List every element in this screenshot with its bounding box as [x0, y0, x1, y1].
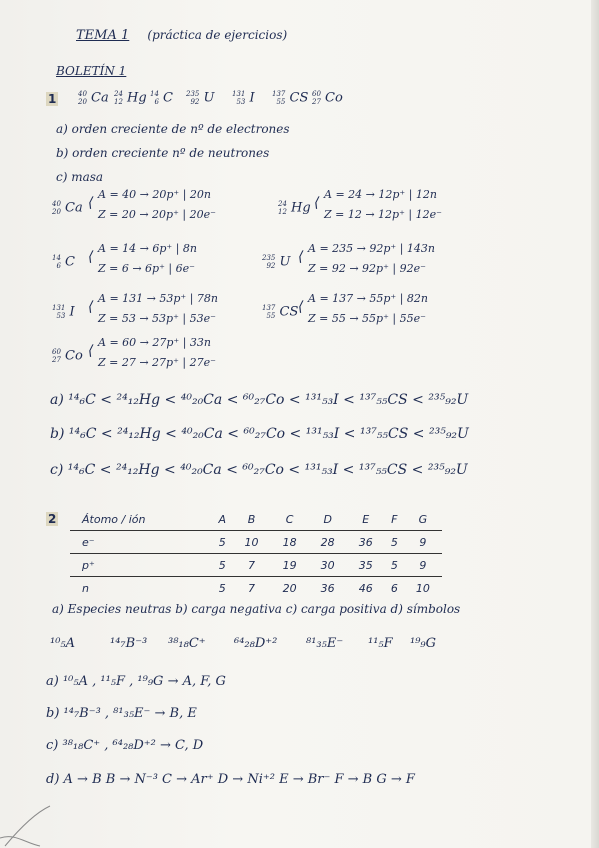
less-than-sign: <: [160, 426, 182, 442]
ordered-isotope: ⁶⁰₂₇Co: [243, 426, 286, 442]
atom-table: [70, 508, 442, 599]
mass-number: 24: [114, 90, 123, 98]
atomic-number: 20: [78, 98, 87, 106]
species-symbol: ¹¹₅F: [368, 636, 393, 651]
less-than-sign: <: [339, 426, 360, 442]
atomic-number: 20: [52, 208, 61, 216]
answer-ex2-line: b) ¹⁴₇B⁻³ , ⁸¹₃₅E⁻ → B, E: [46, 706, 197, 721]
answer-line: [50, 426, 469, 442]
table-cell: 5: [385, 554, 404, 577]
element-symbol: Ca: [86, 90, 109, 106]
ordered-isotope: ⁶⁰₂₇Co: [242, 392, 285, 408]
mass-number: 235: [262, 254, 276, 262]
mass-number: 137: [272, 90, 286, 98]
mass-number: 60: [312, 90, 321, 98]
atomic-number: 27: [52, 356, 61, 364]
work-line-mass: A = 60 → 27p⁺ | 33n: [98, 336, 211, 349]
section-title: BOLETÍN 1: [56, 64, 127, 78]
element-symbol: U: [199, 90, 215, 106]
answer-ex2-line: d) A → B B → N⁻³ C → Ar⁺ D → Ni⁺² E → Br⁻ F → B G → F: [46, 772, 415, 787]
isotope: [78, 90, 109, 106]
table-rule: [70, 530, 442, 531]
table-cell: 36: [309, 577, 347, 600]
table-header-cell: A: [218, 512, 226, 526]
ordered-isotope: ¹³⁷₅₅CS: [358, 462, 408, 478]
ordered-isotope: ¹⁴₆C: [67, 462, 96, 478]
work-line-atomic: Z = 6 → 6p⁺ | 6e⁻: [98, 262, 195, 275]
answer-line: [50, 462, 468, 478]
table-cell: n: [70, 577, 212, 600]
species-symbol: ⁸¹₃₅E⁻: [306, 636, 344, 651]
isotope: [150, 90, 173, 106]
table-cell: 5: [212, 554, 232, 577]
work-line-atomic: Z = 27 → 27p⁺ | 27e⁻: [98, 356, 216, 369]
split-bracket: ⟨: [298, 249, 304, 265]
exercise-number-2: 2: [48, 512, 57, 526]
isotope: [278, 200, 311, 216]
table-cell: 35: [347, 554, 385, 577]
element-symbol: Hg: [286, 200, 311, 216]
ordered-isotope: ¹³¹₅₃I: [305, 426, 340, 442]
work-line-atomic: Z = 12 → 12p⁺ | 12e⁻: [324, 208, 442, 221]
isotope: [262, 254, 290, 270]
atomic-number: 12: [278, 208, 287, 216]
element-symbol: Co: [60, 348, 83, 364]
work-line-mass: A = 131 → 53p⁺ | 78n: [98, 292, 218, 305]
table-cell: 36: [347, 531, 385, 554]
less-than-sign: <: [221, 462, 243, 478]
exercise-number-1: 1: [48, 92, 57, 106]
ordered-isotope: ⁴⁰₂₀Ca: [181, 426, 223, 442]
less-than-sign: <: [159, 462, 181, 478]
atomic-number: 53: [56, 312, 66, 320]
ordered-isotope: ²⁴₁₂Hg: [117, 426, 161, 442]
table-cell: 10: [232, 531, 270, 554]
table-cell: 19: [271, 554, 309, 577]
less-than-sign: <: [96, 426, 118, 442]
table-header-cell: F: [391, 512, 398, 526]
table-row: [70, 531, 442, 554]
mass-number: 131: [52, 304, 66, 312]
table-cell: 6: [385, 577, 404, 600]
isotope: [52, 200, 83, 216]
ordered-isotope: ¹⁴₆C: [68, 426, 97, 442]
answer-label: a): [50, 392, 69, 408]
mass-number: 40: [52, 200, 61, 208]
mass-number: 40: [78, 90, 87, 98]
less-than-sign: <: [222, 392, 243, 408]
table-cell: 9: [404, 554, 442, 577]
table-header-cell: E: [362, 512, 370, 526]
work-line-mass: A = 137 → 55p⁺ | 82n: [308, 292, 428, 305]
work-line-atomic: Z = 92 → 92p⁺ | 92e⁻: [308, 262, 426, 275]
table-cell: p⁺: [70, 554, 212, 577]
element-symbol: CS: [275, 304, 299, 320]
table-row: [70, 577, 442, 600]
species-symbol: ¹⁰₅A: [50, 636, 76, 651]
less-than-sign: <: [160, 392, 181, 408]
ordered-isotope: ¹⁴₆C: [68, 392, 96, 408]
table-cell: e⁻: [70, 531, 212, 554]
isotope: [52, 304, 75, 320]
less-than-sign: <: [408, 426, 429, 442]
table-header-cell: G: [418, 512, 428, 526]
element-symbol: I: [245, 90, 255, 106]
work-line-atomic: Z = 20 → 20p⁺ | 20e⁻: [98, 208, 216, 221]
isotope: [52, 254, 75, 270]
ordered-isotope: ²⁴₁₂Hg: [115, 462, 160, 478]
less-than-sign: <: [95, 392, 117, 408]
answer-ex2-line: a) ¹⁰₅A , ¹¹₅F , ¹⁹₉G → A, F, G: [46, 674, 226, 689]
element-symbol: CS: [285, 90, 309, 106]
atomic-number: 53: [236, 98, 246, 106]
ordered-isotope: ¹³¹₅₃I: [304, 462, 339, 478]
ordered-isotope: ⁴⁰₂₀Ca: [180, 462, 222, 478]
split-bracket: ⟨: [88, 195, 94, 211]
work-line-atomic: Z = 55 → 55p⁺ | 55e⁻: [308, 312, 426, 325]
isotope: [186, 90, 214, 106]
corner-scribble: [0, 788, 90, 848]
work-line-mass: A = 235 → 92p⁺ | 143n: [308, 242, 435, 255]
table-cell: 7: [232, 554, 270, 577]
mass-number: 24: [278, 200, 287, 208]
table-header-cell: D: [323, 512, 332, 526]
title-text: TEMA 1: [76, 28, 130, 43]
question-c: c) masa: [56, 170, 104, 184]
isotope: [52, 348, 83, 364]
split-bracket: ⟨: [298, 299, 304, 315]
atomic-number: 92: [190, 98, 200, 106]
table-cell: 10: [404, 577, 442, 600]
table-cell: 9: [404, 531, 442, 554]
table-cell: 18: [271, 531, 309, 554]
less-than-sign: <: [338, 462, 359, 478]
ordered-isotope: ¹³⁷₅₅CS: [359, 392, 408, 408]
table-header: [70, 508, 442, 531]
element-symbol: Hg: [122, 90, 147, 106]
split-bracket: ⟨: [88, 299, 94, 315]
atomic-number: 92: [266, 262, 276, 270]
element-symbol: Ca: [60, 200, 83, 216]
less-than-sign: <: [338, 392, 360, 408]
answer-label: b): [50, 426, 69, 442]
mass-number: 131: [232, 90, 246, 98]
work-line-mass: A = 40 → 20p⁺ | 20n: [98, 188, 211, 201]
less-than-sign: <: [222, 426, 244, 442]
isotope: [114, 90, 147, 106]
less-than-sign: <: [407, 462, 428, 478]
table-header-cell: B: [247, 512, 256, 526]
work-line-mass: A = 24 → 12p⁺ | 12n: [324, 188, 437, 201]
species-symbol: ⁶⁴₂₈D⁺²: [234, 636, 278, 651]
mass-number: 137: [262, 304, 276, 312]
table-cell: 30: [309, 554, 347, 577]
table-body: [70, 531, 442, 600]
isotope: [262, 304, 298, 320]
element-symbol: U: [275, 254, 291, 270]
ordered-isotope: ²³⁵₉₂U: [427, 462, 468, 478]
less-than-sign: <: [285, 426, 306, 442]
less-than-sign: <: [284, 392, 306, 408]
question-b: b) orden creciente nº de neutrones: [56, 146, 270, 160]
table-cell: 28: [309, 531, 347, 554]
table-cell: 7: [232, 577, 270, 600]
answer-ex2-line: c) ³⁸₁₈C⁺ , ⁶⁴₂₈D⁺² → C, D: [46, 738, 204, 753]
species-symbol: ³⁸₁₈C⁺: [168, 636, 206, 651]
answer-label: c): [50, 462, 68, 478]
species-symbol: ¹⁴₇B⁻³: [110, 636, 148, 651]
page-title: [76, 28, 287, 43]
page-edge: [591, 0, 599, 848]
ordered-isotope: ⁴⁰₂₀Ca: [180, 392, 223, 408]
atomic-number: 55: [266, 312, 276, 320]
element-symbol: I: [65, 304, 75, 320]
element-symbol: C: [60, 254, 76, 270]
ordered-isotope: ⁶⁰₂₇Co: [242, 462, 284, 478]
ordered-isotope: ²⁴₁₂Hg: [116, 392, 161, 408]
mass-number: 60: [52, 348, 61, 356]
answer-line: [50, 392, 468, 408]
ordered-isotope: ²³⁵₉₂U: [428, 426, 469, 442]
less-than-sign: <: [283, 462, 305, 478]
isotope: [272, 90, 308, 106]
split-bracket: ⟨: [88, 249, 94, 265]
table-cell: 5: [385, 531, 404, 554]
isotope: [312, 90, 343, 106]
atomic-number: 12: [114, 98, 123, 106]
element-symbol: C: [158, 90, 174, 106]
atomic-number: 55: [276, 98, 286, 106]
questions-ex2: a) Especies neutras b) carga negativa c) carga positiva d) símbolos: [52, 602, 461, 616]
element-symbol: Co: [320, 90, 343, 106]
work-line-mass: A = 14 → 6p⁺ | 8n: [98, 242, 197, 255]
table-header-cell: C: [285, 512, 294, 526]
subtitle-text: (práctica de ejercicios): [147, 28, 288, 42]
table-row: [70, 554, 442, 577]
ordered-isotope: ¹³⁷₅₅CS: [359, 426, 409, 442]
split-bracket: ⟨: [314, 195, 320, 211]
mass-number: 235: [186, 90, 200, 98]
table-cell: 46: [347, 577, 385, 600]
species-symbol: ¹⁹₉G: [410, 636, 437, 651]
mass-number: 14: [150, 90, 159, 98]
work-line-atomic: Z = 53 → 53p⁺ | 53e⁻: [98, 312, 216, 325]
atomic-number: 27: [312, 98, 321, 106]
less-than-sign: <: [407, 392, 429, 408]
ordered-isotope: ²³⁵₉₂U: [428, 392, 469, 408]
mass-number: 14: [52, 254, 61, 262]
table-cell: 5: [212, 531, 232, 554]
atomic-number: 6: [56, 262, 61, 270]
table-cell: 5: [212, 577, 232, 600]
atomic-number: 6: [154, 98, 159, 106]
isotope: [232, 90, 255, 106]
split-bracket: ⟨: [88, 343, 94, 359]
table-cell: 20: [271, 577, 309, 600]
ordered-isotope: ¹³¹₅₃I: [305, 392, 339, 408]
question-a: a) orden creciente de nº de electrones: [56, 122, 290, 136]
less-than-sign: <: [95, 462, 116, 478]
table-header-cell: Átomo / ión: [82, 512, 146, 526]
